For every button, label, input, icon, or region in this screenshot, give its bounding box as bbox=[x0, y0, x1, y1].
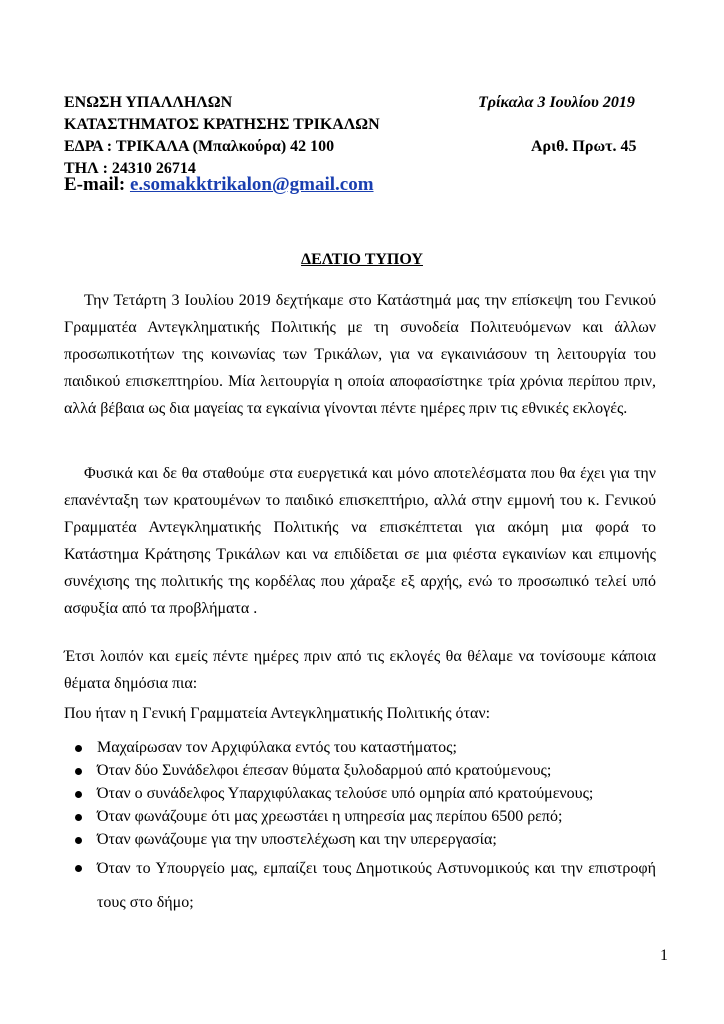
list-item-text: Όταν φωνάζουμε για την υποστελέχωση και την υπερεργασία; bbox=[97, 831, 497, 848]
email-line bbox=[64, 174, 374, 196]
union-name: ΕΝΩΣΗ ΥΠΑΛΛΗΛΩΝ bbox=[64, 94, 233, 111]
list-item bbox=[64, 829, 656, 851]
paragraph-1: Την Τετάρτη 3 Ιουλίου 2019 δεχτήκαμε στο Κατάστημά μας την επίσκεψη του Γενικού Γραμματέα Αντεγκληματικής Πολιτικής με τη συνοδεία Πολιτευόμενων και άλλων προσωπικοτήτων της κοινωνίας των Τρικάλων, για να εγκαινιάσουν τη λειτουργία του παιδικού επισκεπτηρίου. Μία λειτουργία η οποία αποφασίστηκε τρία χρόνια περίπου πριν, αλλά βέβαια ως δια μαγείας τα εγκαίνια γίνονται πέντε ημέρες πριν τις εθνικές εκλογές. bbox=[64, 292, 656, 417]
list-item bbox=[64, 806, 656, 828]
document-title: ΔΕΛΤΙΟ ΤΥΠΟΥ bbox=[301, 251, 423, 268]
list-item bbox=[64, 737, 656, 759]
bullet-icon bbox=[75, 745, 82, 752]
list-item bbox=[64, 760, 656, 782]
email-link[interactable]: e.somakktrikalon@gmail.com bbox=[129, 174, 374, 195]
protocol-number: Αριθ. Πρωτ. 45 bbox=[531, 138, 637, 155]
phone: ΤΗΛ : 24310 26714 bbox=[64, 160, 196, 177]
bullet-icon bbox=[75, 814, 82, 821]
list-item bbox=[64, 783, 656, 805]
paragraph-4: Που ήταν η Γενική Γραμματεία Αντεγκληματικής Πολιτικής όταν: bbox=[64, 705, 491, 722]
bullet-list bbox=[64, 737, 656, 921]
list-item-text: Όταν το Υπουργείο μας, εμπαίζει τους Δημοτικούς Αστυνομικούς και την επιστροφή τους στο δήμο; bbox=[97, 860, 656, 911]
bullet-icon bbox=[75, 865, 82, 872]
org-name: ΚΑΤΑΣΤΗΜΑΤΟΣ ΚΡΑΤΗΣΗΣ ΤΡΙΚΑΛΩΝ bbox=[64, 116, 380, 133]
page-number: 1 bbox=[660, 947, 668, 964]
list-item-text: Όταν φωνάζουμε ότι μας χρεωστάει η υπηρεσία μας περίπου 6500 ρεπό; bbox=[97, 808, 563, 825]
bullet-icon bbox=[75, 837, 82, 844]
bullet-icon bbox=[75, 768, 82, 775]
list-item bbox=[64, 852, 656, 920]
paragraph-3: Έτσι λοιπόν και εμείς πέντε ημέρες πριν από τις εκλογές θα θέλαμε να τονίσουμε κάποια θέματα δημόσια πια: bbox=[64, 648, 656, 692]
list-item-text: Όταν ο συνάδελφος Υπαρχιφύλακας τελούσε υπό ομηρία από κρατούμενους; bbox=[97, 785, 594, 802]
place-date: Τρίκαλα 3 Ιουλίου 2019 bbox=[478, 94, 635, 111]
bullet-icon bbox=[75, 791, 82, 798]
email-label: E-mail: bbox=[64, 174, 130, 195]
address: ΕΔΡΑ : ΤΡΙΚΑΛΑ (Μπαλκούρα) 42 100 bbox=[64, 138, 335, 155]
list-item-text: Όταν δύο Συνάδελφοι έπεσαν θύματα ξυλοδαρμού από κρατούμενους; bbox=[97, 762, 552, 779]
paragraph-2: Φυσικά και δε θα σταθούμε στα ευεργετικά και μόνο αποτελέσματα που θα έχει για την επανένταξη των κρατουμένων το παιδικό επισκεπτήριο, αλλά στην εμμονή του κ. Γενικού Γραμματέα Αντεγκληματικής Πολιτικής να επισκέπτεται για ακόμη μια φορά το Κατάστημα Κράτησης Τρικάλων και να επιδίδεται σε μια φιέστα εγκαινίων και επιμονής συνέχισης της πολιτικής της κορδέλας που χάραξε εξ αρχής, ενώ το προσωπικό τελεί υπό ασφυξία από τα προβλήματα . bbox=[64, 465, 656, 617]
list-item-text: Μαχαίρωσαν τον Αρχιφύλακα εντός του καταστήματος; bbox=[97, 739, 457, 756]
